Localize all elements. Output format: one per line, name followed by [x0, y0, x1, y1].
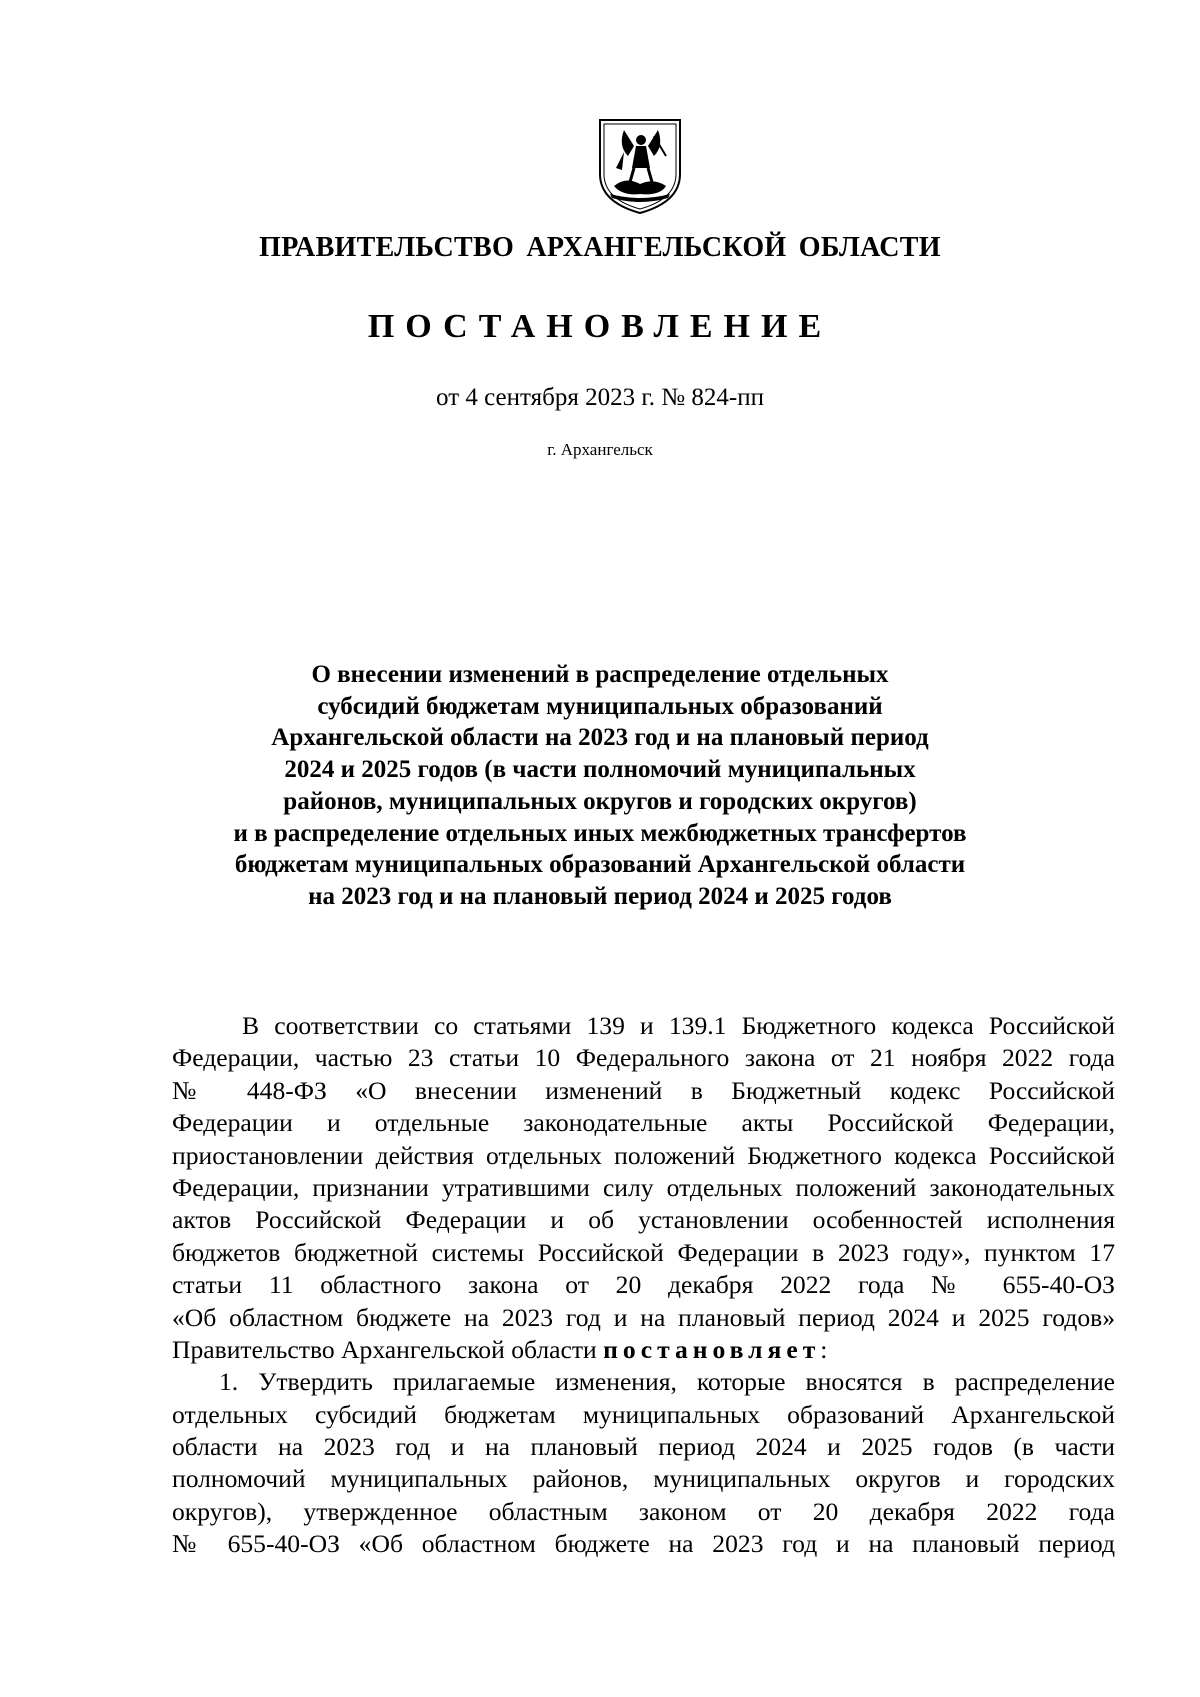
title-line: районов, муниципальных округов и городских округов) [283, 787, 917, 815]
title-line: и в распределение отдельных иных межбюджетных трансфертов [233, 819, 967, 847]
title-line: О внесении изменений в распределение отдельных [311, 661, 889, 688]
body-line: 1. Утвердить прилагаемые изменения, которые вносятся в распределение [219, 1367, 1115, 1397]
body-line: В соответствии со статьями 139 и 139.1 Бюджетного кодекса Российской [242, 1011, 1115, 1040]
resolution-line [172, 1334, 1115, 1366]
document-type-heading: ПОСТАНОВЛЕНИЕ [367, 308, 833, 345]
body-line: полномочий муниципальных районов, муниципальных округов и городских [172, 1464, 1115, 1494]
arkhangelsk-coat-of-arms-icon [594, 116, 686, 216]
preamble-paragraph [172, 1010, 1115, 1366]
item-1-paragraph [172, 1366, 1115, 1560]
body-line: актов Российской Федерации и об установлении особенностей исполнения [172, 1205, 1115, 1235]
document-body [172, 1010, 1115, 1561]
body-line: отдельных субсидий бюджетам муниципальных образований Архангельской [172, 1399, 1115, 1429]
title-line: на 2023 год и на плановый период 2024 и 2025 годов [308, 882, 892, 910]
body-line: приостановлении действия отдельных положений Бюджетного кодекса Российской [172, 1140, 1115, 1170]
resolution-prefix: Правительство Архангельской области [172, 1334, 604, 1364]
document-city: г. Архангельск [547, 440, 653, 459]
body-line: «Об областном бюджете на 2023 год и на плановый период 2024 и 2025 годов» [172, 1302, 1115, 1332]
body-line: № 655-40-ОЗ «Об областном бюджете на 2023 год и на плановый период [172, 1529, 1115, 1559]
body-line: № 448-ФЗ «О внесении изменений в Бюджетный кодекс Российской [172, 1075, 1115, 1105]
body-line: области на 2023 год и на плановый период 2024 и 2025 годов (в части [172, 1432, 1115, 1462]
body-line: Федерации, частью 23 статьи 10 Федерального закона от 21 ноября 2022 года [172, 1043, 1115, 1073]
body-line: округов), утвержденное областным законом от 20 декабря 2022 года [172, 1496, 1115, 1526]
document-date-number: от 4 сентября 2023 г. № 824-пп [436, 384, 764, 411]
body-line: Федерации, признании утратившими силу отдельных положений законодательных [172, 1172, 1115, 1202]
title-line: субсидий бюджетам муниципальных образований [317, 692, 883, 720]
coat-of-arms-emblem [594, 116, 686, 216]
title-line: 2024 и 2025 годов (в части полномочий муниципальных [284, 756, 916, 784]
body-line: статьи 11 областного закона от 20 декабря 2022 года № 655-40-ОЗ [172, 1270, 1115, 1300]
resolution-colon: : [820, 1334, 828, 1364]
document-title [170, 659, 1030, 913]
body-line: Федерации и отдельные законодательные акты Российской Федерации, [172, 1108, 1115, 1138]
body-line: бюджетов бюджетной системы Российской Федерации в 2023 году», пунктом 17 [172, 1237, 1115, 1267]
resolution-verb: постановляет [603, 1334, 821, 1364]
title-line: Архангельской области на 2023 год и на плановый период [271, 724, 929, 752]
title-line: бюджетам муниципальных образований Архангельской области [234, 851, 966, 879]
organization-name: ПРАВИТЕЛЬСТВО АРХАНГЕЛЬСКОЙ ОБЛАСТИ [259, 232, 941, 263]
